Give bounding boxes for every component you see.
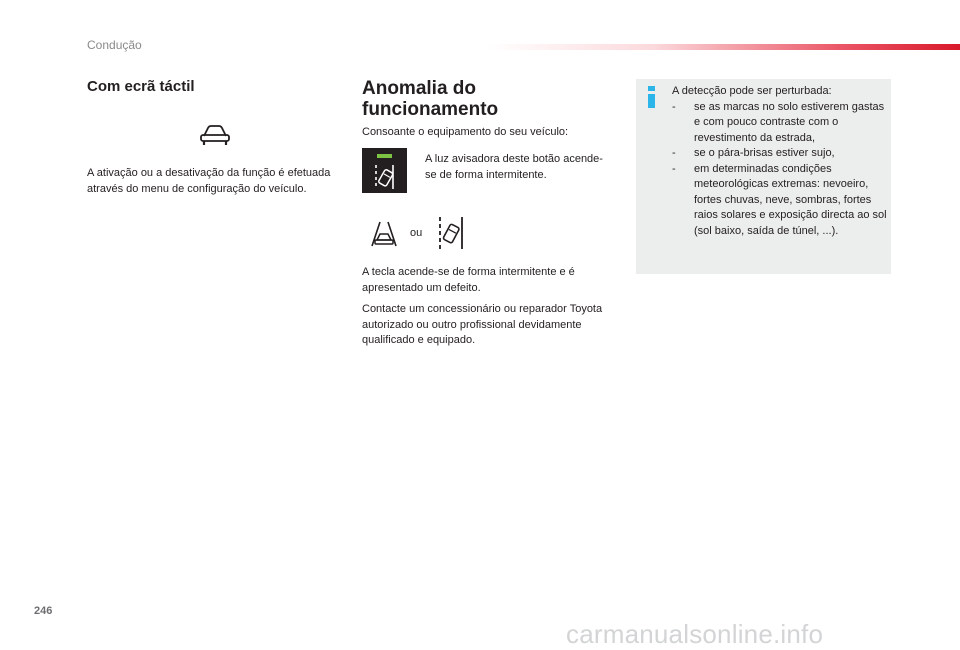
or-label: ou — [410, 227, 423, 239]
header-accent-bar — [488, 44, 960, 50]
list-item — [672, 100, 887, 147]
equipment-intro: Consoante o equipamento do seu veículo: — [362, 126, 569, 138]
watermark: carmanualsonline.info — [566, 619, 824, 649]
info-intro: A detecção pode ser perturbada: — [672, 85, 832, 97]
malfunction-heading: Anomalia do funcionamento — [362, 78, 499, 120]
car-icon — [199, 124, 231, 146]
warning-light-text: A luz avisadora deste botão acende-se de forma intermitente. — [425, 153, 603, 181]
info-list — [672, 100, 887, 240]
list-item-text: em determinadas condições meteorológicas extremas: nevoeiro, fortes chuvas, neve, sombras, fortes raios solares e exposição directa ao sol (sol baixo, saída de túnel, ...). — [694, 162, 887, 237]
contact-dealer-paragraph: Contacte um concessionário ou reparador Toyota autorizado ou outro profissional devidamente qualificado e equipado. — [362, 303, 603, 346]
page-number: 246 — [34, 605, 53, 617]
list-dash: - — [672, 100, 676, 113]
list-item-text: se o pára-brisas estiver sujo, — [694, 147, 835, 159]
touchscreen-paragraph: A ativação ou a desativação da função é efetuada através do menu de configuração do veículo. — [87, 167, 331, 195]
lane-keep-icon — [436, 216, 468, 250]
section-title: Condução — [87, 38, 142, 52]
key-flashing-paragraph: A tecla acende-se de forma intermitente e é apresentado um defeito. — [362, 266, 575, 294]
list-dash: - — [672, 162, 676, 175]
lane-warning-icon — [368, 220, 400, 248]
info-content — [672, 84, 887, 239]
lane-assist-button-icon — [362, 148, 407, 193]
list-dash: - — [672, 147, 676, 159]
touchscreen-heading: Com ecrã táctil — [87, 78, 195, 95]
info-icon — [647, 86, 656, 108]
list-item — [672, 162, 887, 240]
list-item-text: se as marcas no solo estiverem gastas e com pouco contraste com o revestimento da estrada, — [694, 100, 885, 144]
list-item — [672, 146, 887, 162]
